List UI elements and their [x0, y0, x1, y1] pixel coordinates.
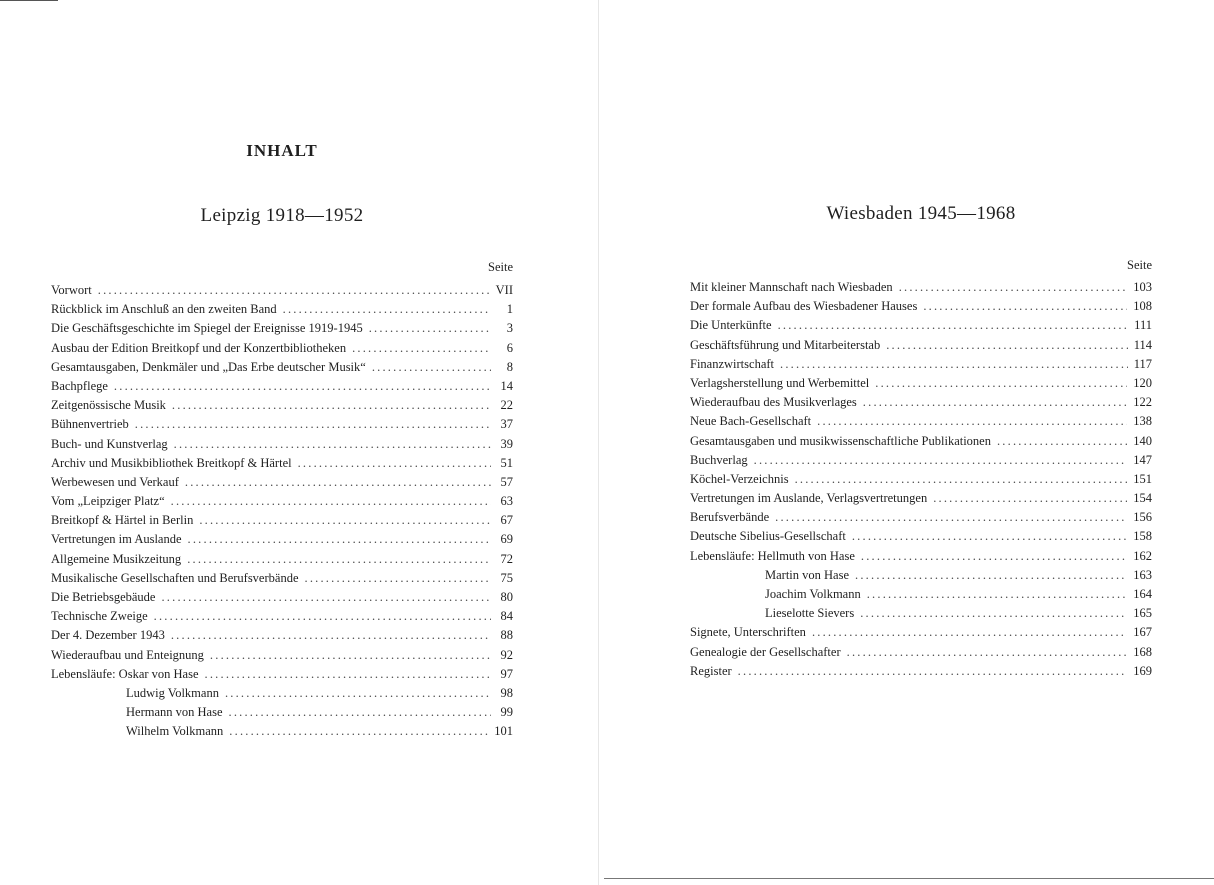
toc-entry-page: 168 — [1133, 644, 1152, 659]
toc-entry — [51, 550, 513, 569]
toc-entry-title: Lebensläufe: Oskar von Hase — [51, 666, 199, 681]
toc-entry-page: 154 — [1133, 491, 1152, 506]
toc-entry — [51, 626, 513, 645]
toc-entry — [690, 547, 1152, 566]
toc-entry-title: Technische Zweige — [51, 609, 148, 624]
toc-entry-page: 165 — [1133, 606, 1152, 621]
toc-entry-page: 151 — [1133, 471, 1152, 486]
toc-entry-title: Werbewesen und Verkauf — [51, 474, 179, 489]
toc-entry-page: 167 — [1133, 625, 1152, 640]
toc-entry — [690, 643, 1152, 662]
dot-leader — [199, 511, 491, 530]
dot-leader — [298, 454, 491, 473]
dot-leader — [780, 355, 1128, 374]
dot-leader — [372, 358, 491, 377]
toc-entry-page: 169 — [1133, 663, 1152, 678]
toc-entry-page: 103 — [1133, 280, 1152, 294]
toc-entry-title: Bachpflege — [51, 378, 108, 393]
toc-entry-page: 88 — [500, 628, 513, 643]
toc-entry-title: Die Unterkünfte — [690, 318, 772, 333]
dot-leader — [154, 607, 491, 626]
toc-entry — [690, 393, 1152, 412]
toc-entry-title: Breitkopf & Härtel in Berlin — [51, 513, 194, 528]
toc-entry — [690, 278, 1152, 297]
toc-entry-title: Vorwort — [51, 283, 92, 297]
toc-entry-title: Neue Bach-Gesellschaft — [690, 414, 812, 429]
toc-entry-title: Lebensläufe: Hellmuth von Hase — [690, 548, 855, 563]
dot-leader — [135, 415, 491, 434]
toc-entry-title: Buch- und Kunstverlag — [51, 436, 168, 451]
dot-leader — [738, 662, 1128, 681]
toc-entry-title: Ausbau der Edition Breitkopf und der Konzertbibliotheken — [51, 340, 347, 355]
toc-entry — [690, 432, 1152, 451]
toc-entry-title: Register — [690, 663, 732, 678]
toc-entry-page: 158 — [1133, 529, 1152, 544]
toc-entry — [690, 623, 1152, 642]
dot-leader — [923, 297, 1127, 316]
toc-entry — [690, 604, 1152, 623]
dot-leader — [997, 432, 1127, 451]
toc-entry — [51, 665, 513, 684]
dot-leader — [863, 393, 1127, 412]
toc-entry — [690, 336, 1152, 355]
toc-entry-title: Wiederaufbau und Enteignung — [51, 647, 204, 662]
toc-entry — [51, 511, 513, 530]
toc-entry-page: 92 — [500, 647, 513, 662]
toc-entry — [51, 473, 513, 492]
toc-entry-title: Deutsche Sibelius-Gesellschaft — [690, 529, 846, 544]
dot-leader — [886, 336, 1127, 355]
dot-leader — [852, 527, 1127, 546]
toc-entry-title: Martin von Hase — [765, 567, 850, 582]
toc-entry — [51, 281, 513, 300]
toc-entry-title: Lieselotte Sievers — [765, 606, 855, 621]
toc-entry-page: 138 — [1133, 414, 1152, 429]
toc-entry-title: Finanzwirtschaft — [690, 356, 775, 371]
toc-entry-title: Vertretungen im Auslande, Verlagsvertretungen — [690, 491, 928, 506]
dot-leader — [171, 492, 491, 511]
toc-entry-page: 156 — [1133, 510, 1152, 525]
dot-leader — [283, 300, 491, 319]
dot-leader — [225, 684, 491, 703]
toc-entry-page: 72 — [500, 551, 513, 566]
toc-entry-page: 1 — [506, 302, 513, 317]
toc-entry-title: Wiederaufbau des Musikverlages — [690, 395, 857, 410]
toc-list-leipzig — [51, 281, 513, 742]
dot-leader — [933, 489, 1127, 508]
toc-entry-title: Allgemeine Musikzeitung — [51, 551, 182, 566]
toc-entry — [51, 530, 513, 549]
dot-leader — [161, 588, 491, 607]
toc-entry — [690, 662, 1152, 681]
toc-entry — [51, 396, 513, 415]
toc-entry — [690, 374, 1152, 393]
toc-entry — [51, 646, 513, 665]
dot-leader — [875, 374, 1127, 393]
toc-entry-page: 22 — [500, 398, 513, 413]
toc-entry-page: 114 — [1133, 337, 1152, 352]
toc-entry-title: Zeitgenössische Musik — [51, 398, 166, 413]
dot-leader — [188, 530, 491, 549]
toc-entry-title: Bühnenvertrieb — [51, 417, 129, 432]
toc-entry-page: 99 — [500, 705, 513, 720]
toc-entry-page: 162 — [1133, 548, 1152, 563]
toc-entry-page: 122 — [1133, 395, 1152, 410]
toc-entry-title: Ludwig Volkmann — [126, 685, 219, 700]
toc-entry-page: 51 — [500, 455, 513, 470]
toc-entry-title: Archiv und Musikbibliothek Breitkopf & Härtel — [51, 455, 292, 470]
dot-leader — [205, 665, 491, 684]
toc-entry — [51, 607, 513, 626]
toc-entry — [51, 300, 513, 319]
toc-entry — [690, 508, 1152, 527]
page-gutter — [598, 0, 599, 885]
toc-entry — [690, 297, 1152, 316]
dot-leader — [778, 316, 1129, 335]
toc-entry — [51, 569, 513, 588]
dot-leader — [187, 550, 491, 569]
toc-entry — [690, 566, 1152, 585]
toc-entry-page: 108 — [1133, 299, 1152, 314]
section-title-leipzig: Leipzig 1918—1952 — [200, 205, 364, 226]
toc-entry — [51, 703, 513, 722]
toc-list-wiesbaden — [690, 278, 1152, 681]
toc-entry-page: 164 — [1133, 587, 1152, 601]
toc-entry — [690, 355, 1152, 374]
dot-leader — [174, 435, 491, 454]
toc-entry-title: Köchel-Verzeichnis — [690, 471, 789, 486]
toc-entry-page: 39 — [500, 436, 513, 451]
toc-entry — [690, 470, 1152, 489]
toc-entry-page: 57 — [500, 474, 513, 489]
toc-entry-title: Musikalische Gesellschaften und Berufsverbände — [51, 570, 299, 585]
dot-leader — [795, 470, 1128, 489]
dot-leader — [172, 396, 491, 415]
page-column-label: Seite — [488, 260, 513, 274]
toc-entry-page: 84 — [500, 609, 513, 624]
dot-leader — [369, 319, 491, 338]
toc-entry-page: 97 — [500, 666, 513, 681]
toc-entry-page: 147 — [1133, 452, 1152, 467]
toc-entry — [690, 585, 1152, 604]
toc-entry — [51, 415, 513, 434]
toc-entry — [51, 684, 513, 703]
toc-entry-page: 6 — [506, 340, 513, 355]
toc-entry-title: Joachim Volkmann — [765, 587, 861, 601]
toc-entry — [51, 588, 513, 607]
toc-entry-page: 69 — [500, 532, 513, 547]
toc-entry-page: 80 — [500, 590, 513, 604]
toc-entry-title: Berufsverbände — [690, 510, 770, 525]
toc-entry — [51, 319, 513, 338]
toc-entry-page: 67 — [500, 513, 513, 528]
dot-leader — [229, 703, 492, 722]
toc-entry-page: 63 — [500, 494, 513, 509]
scan-edge-line — [0, 0, 58, 1]
toc-entry — [51, 377, 513, 396]
toc-entry-page: 8 — [506, 359, 513, 374]
toc-entry-title: Gesamtausgaben, Denkmäler und „Das Erbe deutscher Musik“ — [51, 359, 366, 374]
toc-entry-title: Signete, Unterschriften — [690, 625, 806, 640]
toc-entry-title: Hermann von Hase — [126, 705, 223, 720]
toc-entry — [51, 722, 513, 741]
dot-leader — [812, 623, 1127, 642]
dot-leader — [847, 643, 1128, 662]
toc-entry — [690, 527, 1152, 546]
toc-entry-title: Geschäftsführung und Mitarbeiterstab — [690, 337, 881, 352]
toc-entry-title: Buchverlag — [690, 452, 748, 467]
dot-leader — [171, 626, 491, 645]
toc-entry-page: 75 — [500, 570, 513, 585]
toc-entry-title: Gesamtausgaben und musikwissenschaftliche Publikationen — [690, 433, 991, 448]
dot-leader — [114, 377, 491, 396]
toc-entry — [51, 492, 513, 511]
toc-entry-page: 117 — [1133, 356, 1152, 371]
page-column-label: Seite — [1127, 258, 1152, 272]
dot-leader — [860, 604, 1127, 623]
toc-entry-title: Der formale Aufbau des Wiesbadener Hauses — [690, 299, 918, 314]
dot-leader — [352, 339, 491, 358]
toc-entry-page: 3 — [506, 321, 513, 336]
toc-entry-title: Verlagsherstellung und Werbemittel — [690, 375, 870, 390]
toc-entry-page: 140 — [1133, 433, 1152, 448]
toc-entry-title: Die Geschäftsgeschichte im Spiegel der Ereignisse 1919-1945 — [51, 321, 363, 336]
contents-heading: INHALT — [246, 141, 318, 160]
toc-entry-page: 37 — [500, 417, 513, 432]
toc-entry — [690, 412, 1152, 431]
toc-entry-page: 120 — [1133, 375, 1152, 390]
toc-entry-page: 163 — [1133, 567, 1152, 582]
dot-leader — [775, 508, 1127, 527]
dot-leader — [817, 412, 1127, 431]
toc-entry-page: 111 — [1134, 318, 1152, 333]
dot-leader — [185, 473, 491, 492]
toc-entry — [51, 435, 513, 454]
dot-leader — [229, 722, 488, 741]
toc-entry-title: Der 4. Dezember 1943 — [51, 628, 165, 643]
toc-entry — [690, 489, 1152, 508]
dot-leader — [754, 451, 1128, 470]
toc-entry-page: 98 — [500, 685, 513, 700]
section-title-wiesbaden: Wiesbaden 1945—1968 — [826, 203, 1016, 224]
dot-leader — [305, 569, 492, 588]
dot-leader — [855, 566, 1127, 585]
toc-entry — [51, 454, 513, 473]
toc-entry-title: Rückblick im Anschluß an den zweiten Band — [51, 302, 277, 317]
toc-entry-page: VII — [495, 283, 513, 297]
toc-entry-title: Mit kleiner Mannschaft nach Wiesbaden — [690, 280, 893, 294]
toc-entry-title: Vom „Leipziger Platz“ — [51, 494, 165, 509]
dot-leader — [861, 547, 1127, 566]
toc-entry-title: Genealogie der Gesellschafter — [690, 644, 841, 659]
scan-edge-line — [604, 878, 1214, 879]
toc-entry-title: Wilhelm Volkmann — [126, 724, 224, 739]
dot-leader — [899, 278, 1128, 297]
toc-entry-title: Vertretungen im Auslande — [51, 532, 182, 547]
toc-entry-page: 101 — [494, 724, 513, 739]
dot-leader — [210, 646, 491, 665]
dot-leader — [98, 281, 490, 300]
toc-entry — [690, 451, 1152, 470]
dot-leader — [867, 585, 1128, 604]
toc-entry-page: 14 — [500, 378, 513, 393]
toc-entry-title: Die Betriebsgebäude — [51, 590, 156, 604]
toc-entry — [51, 339, 513, 358]
toc-entry — [51, 358, 513, 377]
toc-entry — [690, 316, 1152, 335]
